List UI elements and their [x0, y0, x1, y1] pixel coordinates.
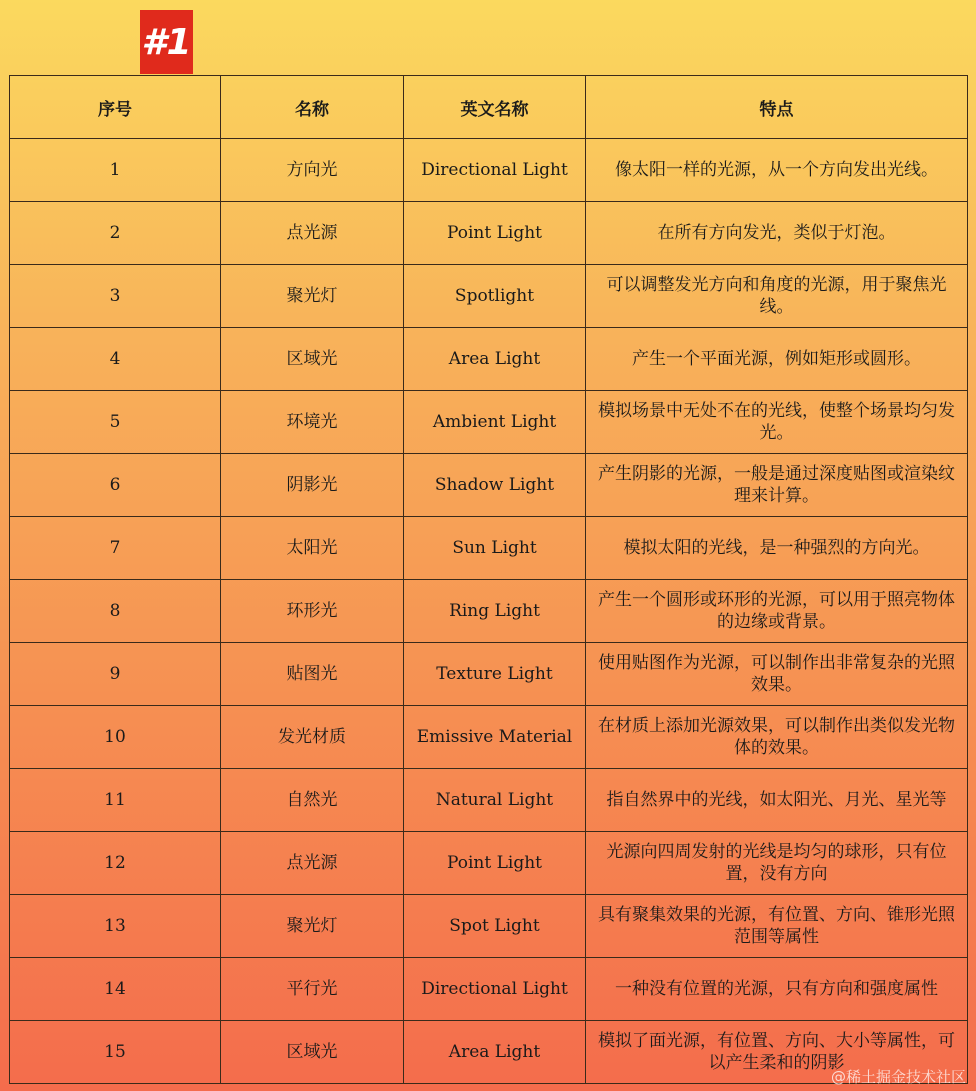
table-row [10, 958, 968, 1021]
cell-features: 像太阳一样的光源，从一个方向发出光线。 [586, 139, 968, 202]
cell-features: 光源向四周发射的光线是均匀的球形，只有位置，没有方向 [586, 832, 968, 895]
cell-name: 自然光 [221, 769, 404, 832]
cell-index: 6 [10, 454, 221, 517]
cell-name: 阴影光 [221, 454, 404, 517]
cell-english-name: Point Light [404, 832, 586, 895]
table-row [10, 328, 968, 391]
cell-english-name: Emissive Material [404, 706, 586, 769]
cell-features: 模拟场景中无处不在的光线，使整个场景均匀发光。 [586, 391, 968, 454]
cell-index: 10 [10, 706, 221, 769]
table-row [10, 580, 968, 643]
badge-number: #1 [140, 10, 193, 74]
header-features: 特点 [586, 76, 968, 139]
table-header-row [10, 76, 968, 139]
header-english-name: 英文名称 [404, 76, 586, 139]
cell-english-name: Ambient Light [404, 391, 586, 454]
lighting-table [9, 75, 968, 1084]
table-row [10, 643, 968, 706]
cell-index: 1 [10, 139, 221, 202]
cell-name: 聚光灯 [221, 895, 404, 958]
cell-english-name: Directional Light [404, 958, 586, 1021]
cell-english-name: Area Light [404, 328, 586, 391]
table-row [10, 1021, 968, 1084]
cell-index: 2 [10, 202, 221, 265]
cell-index: 3 [10, 265, 221, 328]
cell-index: 11 [10, 769, 221, 832]
table-row [10, 265, 968, 328]
cell-features: 产生一个平面光源，例如矩形或圆形。 [586, 328, 968, 391]
cell-name: 聚光灯 [221, 265, 404, 328]
cell-index: 13 [10, 895, 221, 958]
cell-english-name: Point Light [404, 202, 586, 265]
cell-features: 可以调整发光方向和角度的光源，用于聚焦光线。 [586, 265, 968, 328]
table-row [10, 454, 968, 517]
cell-english-name: Directional Light [404, 139, 586, 202]
cell-features: 一种没有位置的光源，只有方向和强度属性 [586, 958, 968, 1021]
cell-features: 具有聚集效果的光源，有位置、方向、锥形光照范围等属性 [586, 895, 968, 958]
cell-features: 在材质上添加光源效果，可以制作出类似发光物体的效果。 [586, 706, 968, 769]
table-row [10, 832, 968, 895]
cell-english-name: Shadow Light [404, 454, 586, 517]
cell-name: 环境光 [221, 391, 404, 454]
cell-name: 区域光 [221, 1021, 404, 1084]
cell-name: 点光源 [221, 832, 404, 895]
cell-index: 5 [10, 391, 221, 454]
table-row [10, 895, 968, 958]
cell-index: 8 [10, 580, 221, 643]
cell-name: 平行光 [221, 958, 404, 1021]
cell-index: 4 [10, 328, 221, 391]
cell-english-name: Spotlight [404, 265, 586, 328]
cell-features: 产生阴影的光源，一般是通过深度贴图或渲染纹理来计算。 [586, 454, 968, 517]
cell-features: 模拟了面光源，有位置、方向、大小等属性，可以产生柔和的阴影 [586, 1021, 968, 1084]
cell-name: 方向光 [221, 139, 404, 202]
header-index: 序号 [10, 76, 221, 139]
cell-features: 产生一个圆形或环形的光源，可以用于照亮物体的边缘或背景。 [586, 580, 968, 643]
table-row [10, 139, 968, 202]
cell-index: 9 [10, 643, 221, 706]
cell-english-name: Sun Light [404, 517, 586, 580]
cell-name: 太阳光 [221, 517, 404, 580]
cell-features: 使用贴图作为光源，可以制作出非常复杂的光照效果。 [586, 643, 968, 706]
cell-english-name: Ring Light [404, 580, 586, 643]
watermark: @稀土掘金技术社区 [830, 1068, 966, 1086]
cell-features: 在所有方向发光，类似于灯泡。 [586, 202, 968, 265]
cell-name: 贴图光 [221, 643, 404, 706]
table-row [10, 769, 968, 832]
cell-english-name: Natural Light [404, 769, 586, 832]
header-name: 名称 [221, 76, 404, 139]
cell-english-name: Area Light [404, 1021, 586, 1084]
cell-index: 12 [10, 832, 221, 895]
cell-index: 15 [10, 1021, 221, 1084]
cell-name: 点光源 [221, 202, 404, 265]
cell-features: 模拟太阳的光线，是一种强烈的方向光。 [586, 517, 968, 580]
table-row [10, 706, 968, 769]
cell-features: 指自然界中的光线，如太阳光、月光、星光等 [586, 769, 968, 832]
table-row [10, 202, 968, 265]
cell-index: 14 [10, 958, 221, 1021]
table-row [10, 517, 968, 580]
table-row [10, 391, 968, 454]
cell-name: 区域光 [221, 328, 404, 391]
cell-english-name: Texture Light [404, 643, 586, 706]
cell-index: 7 [10, 517, 221, 580]
cell-name: 发光材质 [221, 706, 404, 769]
cell-name: 环形光 [221, 580, 404, 643]
cell-english-name: Spot Light [404, 895, 586, 958]
